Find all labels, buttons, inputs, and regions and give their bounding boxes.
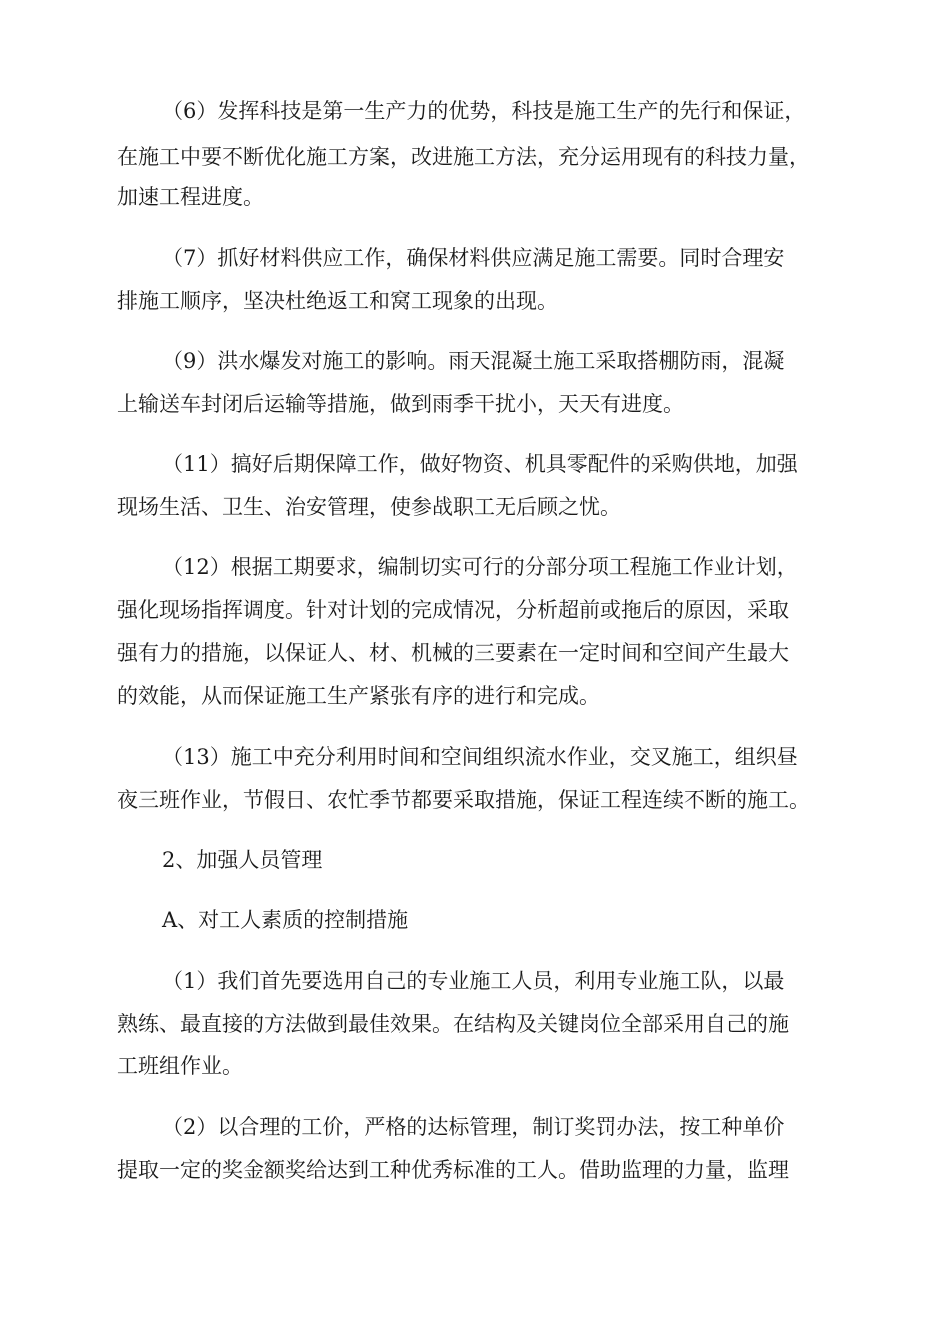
paragraph-4-line-1: （11）搞好后期保障工作，做好物资、机具零配件的采购供地，加强	[162, 452, 798, 476]
paragraph-2-line-2: 排施工顺序，坚决杜绝返工和窝工现象的出现。	[117, 289, 558, 313]
paragraph-3-line-1: （9）洪水爆发对施工的影响。雨天混凝土施工采取搭棚防雨，混凝	[162, 349, 785, 373]
paragraph-1-line-2: 在施工中要不断优化施工方案，改进施工方法，充分运用现有的科技力量，	[117, 145, 810, 169]
section-heading: 2、加强人员管理	[162, 848, 323, 872]
paragraph-9-line-2: 熟练、最直接的方法做到最佳效果。在结构及关键岗位全部采用自己的施	[117, 1012, 789, 1036]
paragraph-9-line-1: （1）我们首先要选用自己的专业施工人员，利用专业施工队，以最	[162, 969, 785, 993]
subsection-heading: A、对工人素质的控制措施	[162, 908, 409, 932]
paragraph-5-line-2: 强化现场指挥调度。针对计划的完成情况，分析超前或拖后的原因，采取	[117, 598, 789, 622]
paragraph-2-line-1: （7）抓好材料供应工作，确保材料供应满足施工需要。同时合理安	[162, 246, 785, 270]
paragraph-3-line-2: 上输送车封闭后运输等措施，做到雨季干扰小，天天有进度。	[117, 392, 684, 416]
paragraph-5-line-4: 的效能，从而保证施工生产紧张有序的进行和完成。	[117, 684, 600, 708]
paragraph-5-line-1: （12）根据工期要求，编制切实可行的分部分项工程施工作业计划，	[162, 555, 798, 579]
paragraph-1-line-1: （6）发挥科技是第一生产力的优势，科技是施工生产的先行和保证，	[162, 99, 806, 123]
paragraph-4-line-2: 现场生活、卫生、治安管理，使参战职工无后顾之忧。	[117, 495, 621, 519]
paragraph-10-line-1: （2）以合理的工价，严格的达标管理，制订奖罚办法，按工种单价	[162, 1115, 785, 1139]
paragraph-1-line-3: 加速工程进度。	[117, 185, 264, 209]
paragraph-6-line-2: 夜三班作业，节假日、农忙季节都要采取措施，保证工程连续不断的施工。	[117, 788, 810, 812]
paragraph-9-line-3: 工班组作业。	[117, 1054, 243, 1078]
paragraph-10-line-2: 提取一定的奖金额奖给达到工种优秀标准的工人。借助监理的力量，监理	[117, 1158, 789, 1182]
paragraph-6-line-1: （13）施工中充分利用时间和空间组织流水作业，交叉施工，组织昼	[162, 745, 798, 769]
paragraph-5-line-3: 强有力的措施，以保证人、材、机械的三要素在一定时间和空间产生最大	[117, 641, 789, 665]
